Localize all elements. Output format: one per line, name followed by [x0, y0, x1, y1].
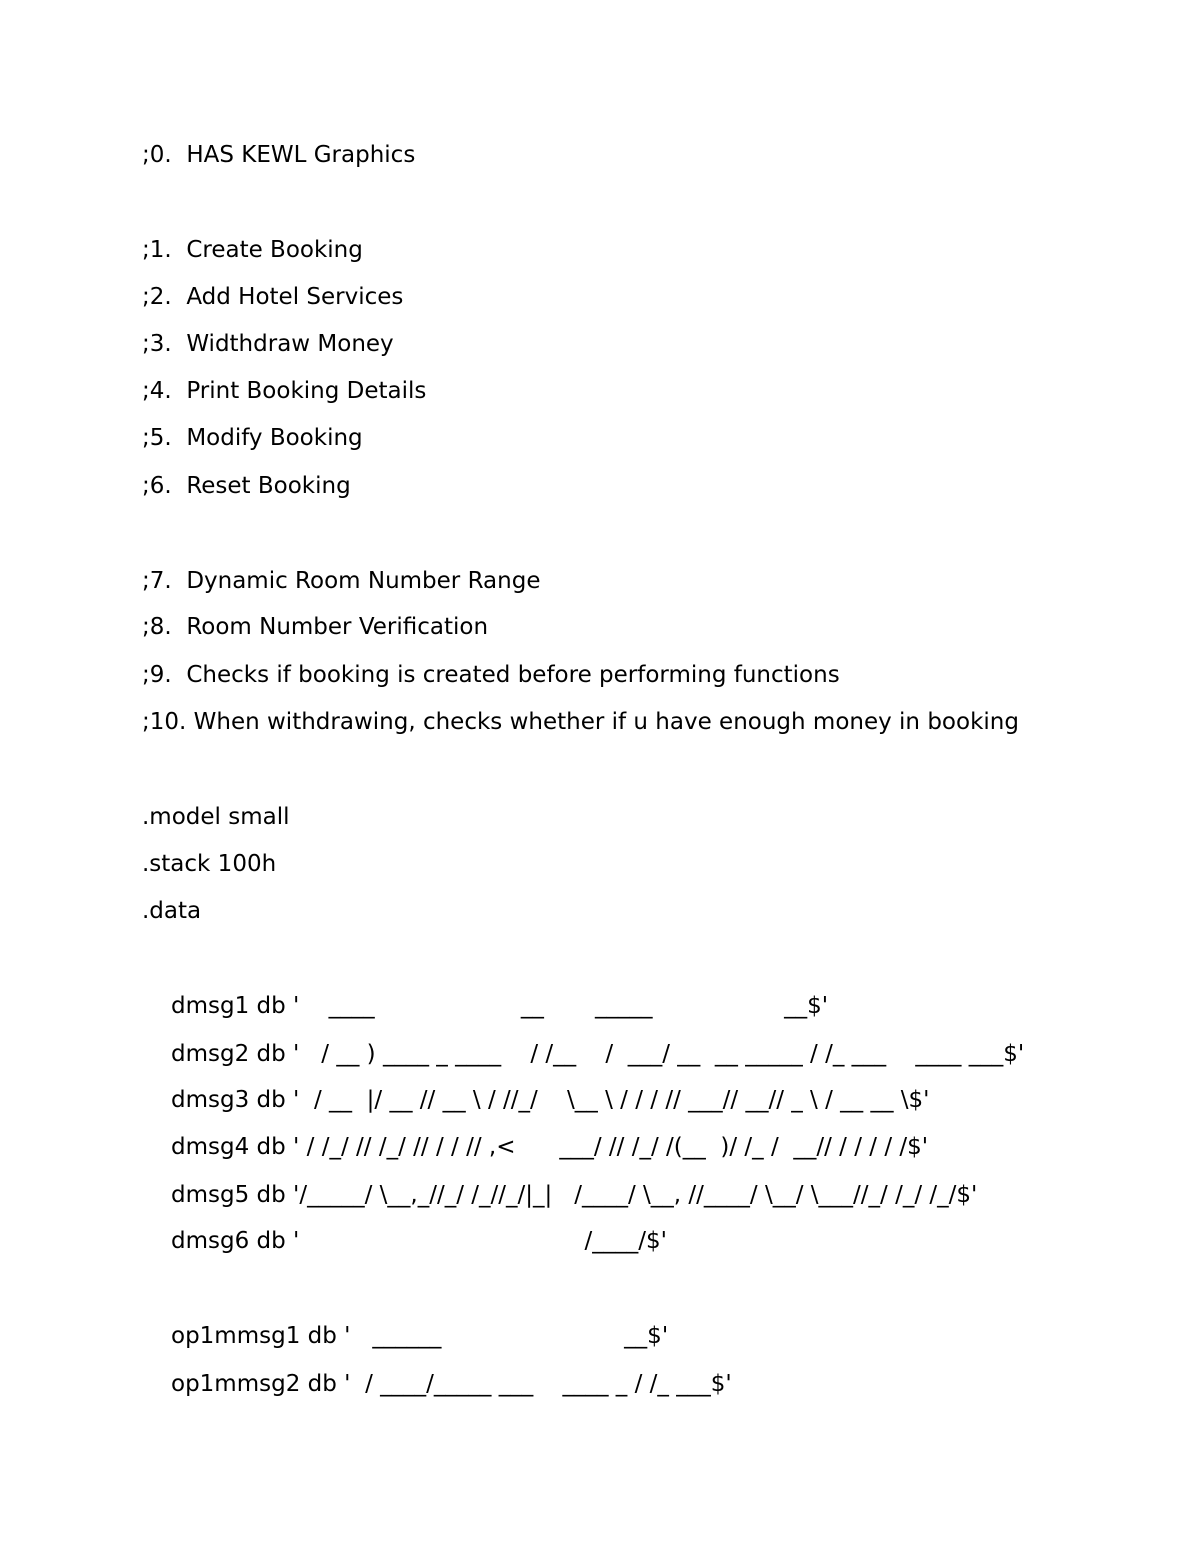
feature-3: ;3. Widthdraw Money	[142, 331, 394, 357]
feature-4: ;4. Print Booking Details	[142, 378, 427, 404]
directive-data: .data	[142, 898, 202, 924]
directive-model: .model small	[142, 804, 290, 830]
check-10: ;10. When withdrawing, checks whether if u have enough money in booking	[142, 709, 1019, 735]
op1-line-2: op1mmsg2 db ' / ____/_____ ___ ____ _ / /_ ___$'	[171, 1371, 732, 1397]
dmsg-line-1: dmsg1 db ' ____ __ _____ __$'	[171, 993, 829, 1019]
check-9: ;9. Checks if booking is created before performing functions	[142, 662, 840, 688]
check-7: ;7. Dynamic Room Number Range	[142, 568, 541, 594]
dmsg-line-4: dmsg4 db ' / /_/ // /_/ // / / // ,< ___/ // /_/ /(__ )/ /_ / __// / / / / /$'	[171, 1134, 929, 1160]
op1-line-1: op1mmsg1 db ' ______ __$'	[171, 1323, 669, 1349]
dmsg-line-2: dmsg2 db ' / __ ) ____ _ ____ / /__ / ___/ __ __ _____ / /_ ___ ____ ___$'	[171, 1041, 1025, 1067]
dmsg-line-3: dmsg3 db ' / __ |/ __ // __ \ / //_/ \__ \ / / / // ___// __// _ \ / __ __ \$'	[171, 1087, 930, 1113]
dmsg-line-5: dmsg5 db '/_____/ \__,_//_/ /_//_/|_| /____/ \__, //____/ \__/ \___//_/ /_/ /_/$'	[171, 1182, 978, 1208]
feature-2: ;2. Add Hotel Services	[142, 284, 404, 310]
header-comment: ;0. HAS KEWL Graphics	[142, 142, 416, 168]
check-8: ;8. Room Number Verification	[142, 614, 489, 640]
feature-1: ;1. Create Booking	[142, 237, 363, 263]
directive-stack: .stack 100h	[142, 851, 277, 877]
feature-6: ;6. Reset Booking	[142, 473, 351, 499]
feature-5: ;5. Modify Booking	[142, 425, 363, 451]
dmsg-line-6: dmsg6 db ' /____/$'	[171, 1228, 667, 1254]
